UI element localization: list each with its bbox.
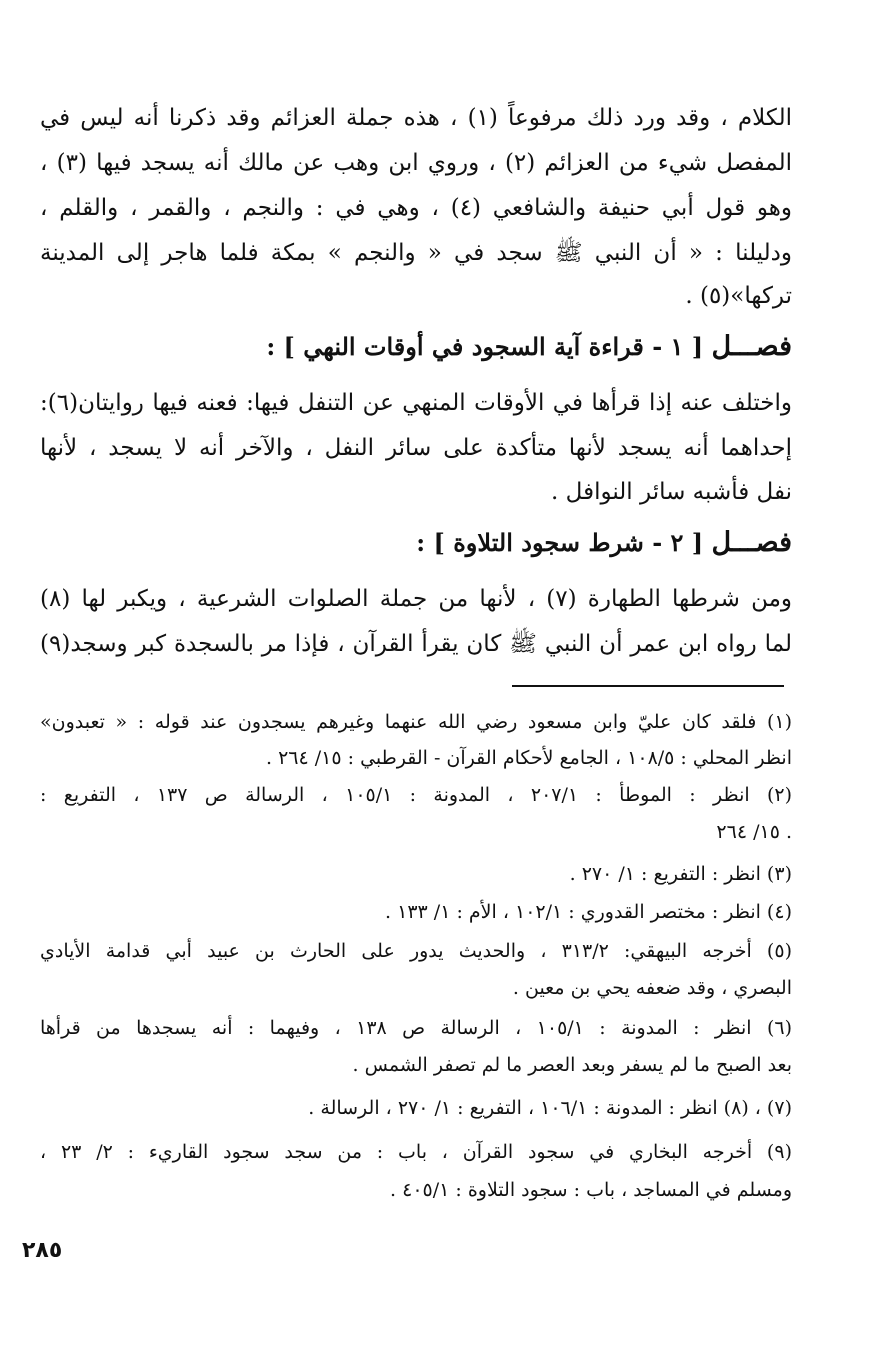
- section-1-line-3: نفل فأشبه سائر النوافل .: [551, 479, 792, 505]
- footnote-separator: [512, 685, 784, 687]
- footnote-line-13: ومسلم في المساجد ، باب : سجود التلاوة : ٤٠٥/١ .: [390, 1179, 792, 1201]
- body-line-5: تركها»(٥) .: [685, 283, 792, 309]
- footnote-line-2: انظر المحلي : ١٠٨/٥ ، الجامع لأحكام القرآن - القرطبي : ١٥/ ٢٦٤ .: [266, 747, 792, 769]
- section-2-title: [ ٢ - شرط سجود التلاوة ] :: [416, 528, 704, 557]
- body-line-3: وهو قول أبي حنيفة والشافعي (٤) ، وهي في : والنجم ، والقمر ، والقلم ،: [40, 195, 792, 221]
- footnote-line-4: ١٥/ ٢٦٤ .: [716, 821, 792, 843]
- footnote-line-10: بعد الصبح ما لم يسفر وبعد العصر ما لم تصفر الشمس .: [352, 1054, 792, 1076]
- section-1-line-2: إحداهما أنه يسجد لأنها متأكدة على سائر النفل ، والآخر أنه لا يسجد ، لأنها: [40, 435, 792, 461]
- section-2-line-2: لما رواه ابن عمر أن النبي ﷺ كان يقرأ القرآن ، فإذا مر بالسجدة كبر وسجد(٩): [40, 631, 792, 657]
- footnote-line-7: (٥) أخرجه البيهقي: ٣١٣/٢ ، والحديث يدور على الحارث بن عبيد أبي قدامة الأيادي: [40, 940, 792, 962]
- section-1-heading: [40, 325, 792, 369]
- page-number: ٢٨٥: [22, 1238, 63, 1263]
- footnote-line-5: (٣) انظر : التفريع : ١/ ٢٧٠ .: [569, 863, 792, 885]
- footnote-line-12: (٩) أخرجه البخاري في سجود القرآن ، باب : من سجد سجود القاريء : ٢/ ٢٣ ،: [40, 1141, 792, 1163]
- footnote-line-1: (١) فلقد كان عليّ وابن مسعود رضي الله عنهما وغيرهم يسجدون عند قوله : « تعبدون»: [40, 711, 792, 733]
- body-line-1: الكلام ، وقد ورد ذلك مرفوعاً (١) ، هذه جملة العزائم وقد ذكرنا أنه ليس في: [40, 105, 792, 131]
- footnote-line-6: (٤) انظر : مختصر القدوري : ١٠٢/١ ، الأم : ١/ ١٣٣ .: [385, 901, 792, 923]
- section-1-title: [ ١ - قراءة آية السجود في أوقات النهي ] :: [266, 332, 704, 361]
- footnote-line-9: (٦) انظر : المدونة : ١٠٥/١ ، الرسالة ص ١٣٨ ، وفيهما : أنه يسجدها من قرأها: [40, 1017, 792, 1039]
- section-1-line-1: واختلف عنه إذا قرأها في الأوقات المنهي عن التنفل فيها: فعنه فيها روايتان(٦):: [40, 390, 792, 416]
- body-line-4: ودليلنا : « أن النبي ﷺ سجد في « والنجم » بمكة فلما هاجر إلى المدينة: [40, 240, 792, 266]
- section-1-label: فصـــل: [711, 331, 792, 362]
- section-2-line-1: ومن شرطها الطهارة (٧) ، لأنها من جملة الصلوات الشرعية ، ويكبر لها (٨): [40, 586, 792, 612]
- footnote-line-11: (٧) ، (٨) انظر : المدونة : ١٠٦/١ ، التفريع : ١/ ٢٧٠ ، الرسالة .: [308, 1097, 792, 1119]
- footnote-line-8: البصري ، وقد ضعفه يحي بن معين .: [512, 977, 792, 999]
- section-2-label: فصـــل: [711, 527, 792, 558]
- body-line-2: المفصل شيء من العزائم (٢) ، وروي ابن وهب عن مالك أنه يسجد فيها (٣) ،: [40, 150, 792, 176]
- section-2-heading: [40, 521, 792, 565]
- footnote-line-3: (٢) انظر : الموطأ : ٢٠٧/١ ، المدونة : ١٠٥/١ ، الرسالة ص ١٣٧ ، التفريع :: [40, 784, 792, 806]
